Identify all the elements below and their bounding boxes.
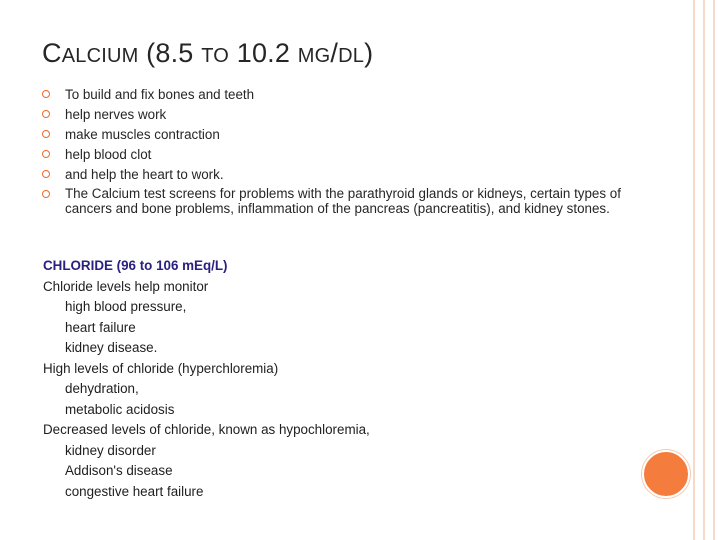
decorative-orange-circle: [642, 450, 690, 498]
chloride-line: high blood pressure,: [65, 299, 187, 314]
decorative-rail: [693, 0, 695, 540]
title-range-low: (8.5: [138, 38, 202, 68]
title-range-high: 10.2: [229, 38, 298, 68]
hollow-circle-icon: [42, 90, 50, 98]
chloride-line: heart failure: [65, 319, 136, 335]
calcium-bullet-list: [42, 85, 642, 216]
chloride-line: kidney disease.: [65, 340, 158, 355]
title-word: ALCIUM: [61, 45, 139, 67]
bullet-text: To build and fix bones and teeth: [65, 87, 255, 102]
title-to: TO: [201, 45, 230, 67]
title-unit-mg: MG: [297, 45, 331, 67]
title-slash: /: [330, 38, 339, 68]
chloride-line: dehydration,: [65, 381, 139, 396]
title-close-paren: ): [364, 38, 374, 68]
list-item: [42, 185, 642, 216]
list-item: [42, 105, 642, 125]
list-item: [42, 145, 642, 165]
chloride-line: metabolic acidosis: [65, 401, 175, 417]
hollow-circle-icon: [42, 150, 50, 158]
chloride-line: Decreased levels of chloride, known as hypochloremia,: [43, 422, 370, 437]
bullet-text: make muscles contraction: [65, 127, 220, 142]
bullet-text: and help the heart to work.: [65, 167, 224, 182]
decorative-rail: [713, 0, 715, 540]
bullet-text: The Calcium test screens for problems with the parathyroid glands or kidneys, certain types of cancers and bone problems, inflammation of the pancreas (pancreatitis), and kidney stones.: [65, 186, 621, 216]
chloride-line: Addison's disease: [65, 463, 173, 478]
list-item: [42, 165, 642, 185]
decorative-rail: [703, 0, 705, 540]
list-item: [42, 85, 642, 105]
chloride-line: High levels of chloride (hyperchloremia): [43, 360, 279, 376]
hollow-circle-icon: [42, 130, 50, 138]
chloride-line: kidney disorder: [65, 442, 156, 458]
bullet-text: help nerves work: [65, 107, 167, 122]
hollow-circle-icon: [42, 190, 50, 198]
chloride-line: congestive heart failure: [65, 483, 204, 499]
chloride-section: [43, 256, 643, 502]
hollow-circle-icon: [42, 110, 50, 118]
slide-title: [42, 38, 373, 69]
chloride-line: Chloride levels help monitor: [43, 278, 209, 294]
hollow-circle-icon: [42, 170, 50, 178]
title-unit-dl: DL: [338, 45, 365, 67]
bullet-text: help blood clot: [65, 147, 152, 162]
title-initial: C: [42, 38, 62, 68]
list-item: [42, 125, 642, 145]
chloride-heading: CHLORIDE (96 to 106 mEq/L): [43, 258, 228, 273]
